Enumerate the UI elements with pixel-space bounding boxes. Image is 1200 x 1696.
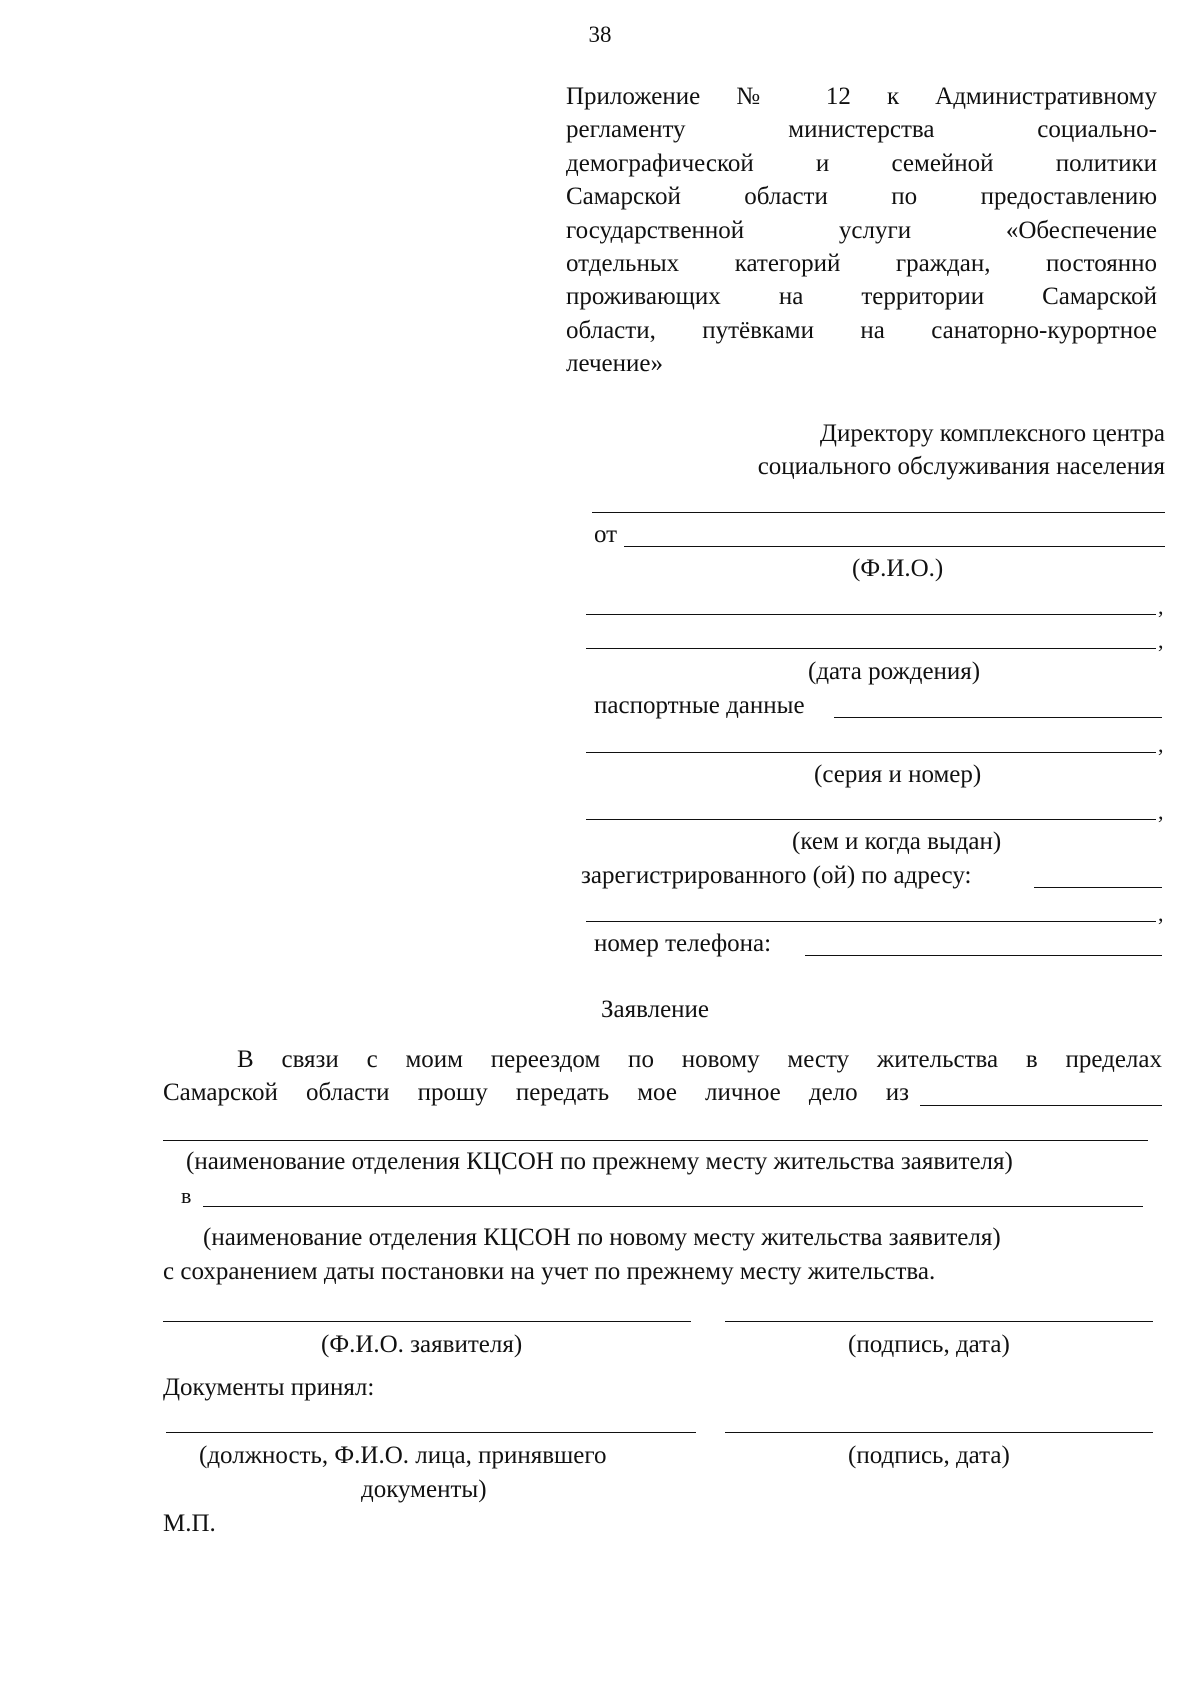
stamp-label: М.П.	[163, 1510, 216, 1537]
from-label: от	[594, 521, 618, 548]
blank-line[interactable]	[586, 614, 1156, 615]
issued-caption: (кем и когда выдан)	[792, 828, 1002, 855]
fio-input-line[interactable]	[624, 546, 1165, 547]
blank-line[interactable]	[586, 752, 1156, 753]
blank-line[interactable]	[586, 648, 1156, 649]
applicant-signature-line[interactable]	[725, 1321, 1153, 1322]
fio-caption: (Ф.И.О.)	[852, 555, 944, 582]
comma: ,	[1158, 732, 1164, 757]
blank-line-addressee[interactable]	[592, 512, 1165, 513]
appendix-line: области, путёвками на санаторно-курортное	[566, 316, 1157, 344]
to-label: в	[181, 1183, 192, 1208]
new-office-caption: (наименование отделения КЦСОН по новому месту жительства заявителя)	[203, 1224, 1001, 1251]
appendix-line: проживающих на территории Самарской	[566, 283, 1157, 311]
accepted-label: Документы принял:	[163, 1374, 375, 1401]
blank-line[interactable]	[586, 819, 1156, 820]
passport-label: паспортные данные	[594, 692, 805, 719]
official-signature-line[interactable]	[725, 1432, 1153, 1433]
addressee-line-1: Директору комплексного центра	[819, 420, 1165, 447]
statement-title: Заявление	[601, 996, 710, 1023]
to-office-input-line[interactable]	[203, 1206, 1143, 1207]
appendix-line: лечение»	[566, 350, 663, 378]
from-office-input-line[interactable]	[920, 1105, 1162, 1106]
page-number: 38	[588, 22, 612, 47]
comma: ,	[1158, 901, 1164, 926]
comma: ,	[1158, 628, 1164, 653]
prev-office-caption: (наименование отделения КЦСОН по прежнему месту жительства заявителя)	[186, 1148, 1013, 1175]
applicant-sign-date-caption: (подпись, дата)	[848, 1331, 1010, 1358]
registered-label: зарегистрированного (ой) по адресу:	[581, 862, 972, 889]
comma: ,	[1158, 799, 1164, 824]
series-caption: (серия и номер)	[814, 761, 982, 788]
official-fio-line[interactable]	[166, 1432, 696, 1433]
addressee-line-2: социального обслуживания населения	[757, 453, 1165, 480]
appendix-line: отдельных категорий граждан, постоянно	[566, 249, 1157, 277]
appendix-line: государственной услуги «Обеспечение	[566, 216, 1157, 244]
statement-closing: с сохранением даты постановки на учет по прежнему месту жительства.	[163, 1258, 936, 1285]
appendix-line: Самарской области по предоставлению	[566, 183, 1157, 211]
blank-line[interactable]	[586, 921, 1156, 922]
appendix-block	[566, 80, 1157, 381]
appendix-line: Приложение № 12 к Административному	[566, 83, 1157, 110]
applicant-fio-line[interactable]	[163, 1321, 691, 1322]
statement-body-line-2: Самарской области прошу передать мое личное дело из	[163, 1079, 909, 1106]
passport-input-line[interactable]	[834, 717, 1162, 718]
official-caption-line-2: документы)	[361, 1476, 487, 1503]
address-input-line[interactable]	[1034, 887, 1162, 888]
phone-input-line[interactable]	[805, 955, 1162, 956]
phone-label: номер телефона:	[594, 930, 772, 957]
comma: ,	[1158, 594, 1164, 619]
official-sign-date-caption: (подпись, дата)	[848, 1442, 1010, 1469]
from-office-input-line-2[interactable]	[163, 1140, 1148, 1141]
appendix-line: регламенту министерства социально-	[566, 116, 1157, 144]
birthdate-caption: (дата рождения)	[808, 658, 981, 685]
statement-body-line-1: В связи с моим переездом по новому месту жительства в пределах	[237, 1046, 1162, 1073]
applicant-caption: (Ф.И.О. заявителя)	[321, 1331, 523, 1358]
appendix-line: демографической и семейной политики	[566, 149, 1157, 177]
official-caption-line-1: (должность, Ф.И.О. лица, принявшего	[199, 1442, 607, 1469]
